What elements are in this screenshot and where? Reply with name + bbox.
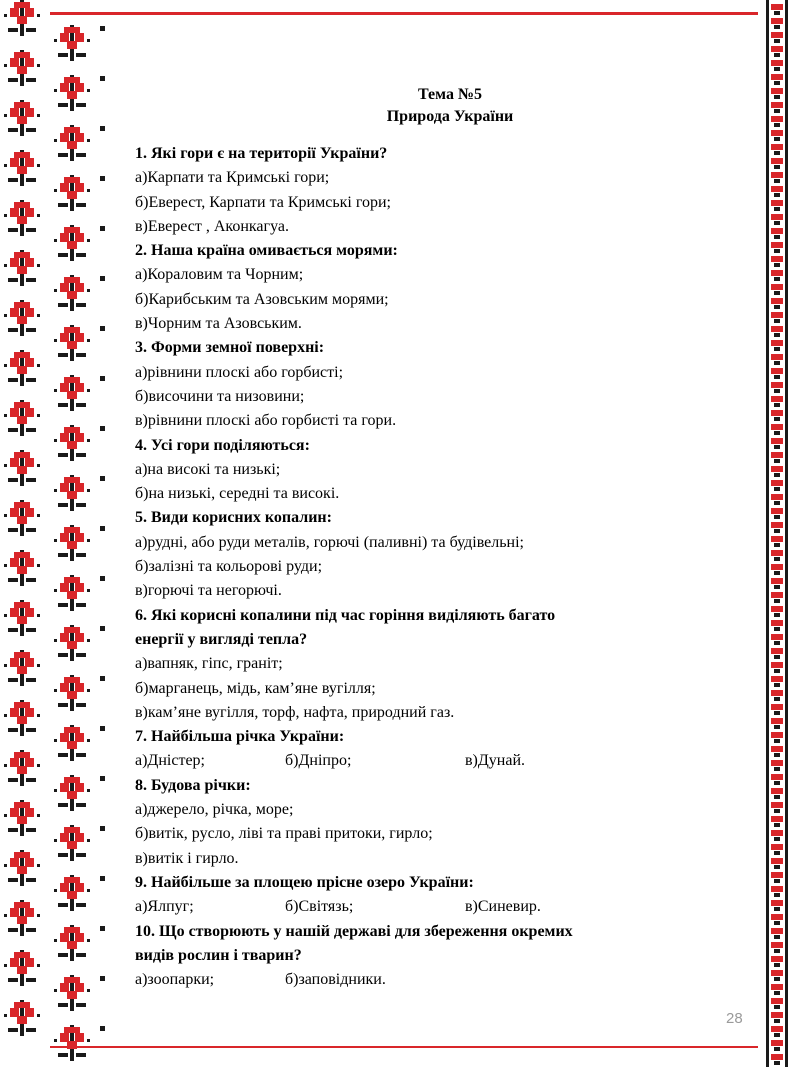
answer-option: в)Еверест , Аконкагуа.	[135, 217, 289, 235]
answer-option: а)рівнини плоскі або горбисті;	[135, 363, 344, 381]
answer-option: в)рівнини плоскі або горбисті та гори.	[135, 412, 397, 430]
answer-option: б)Карибським та Азовським морями;	[135, 290, 389, 308]
answer-option: а)Кораловим та Чорним;	[135, 266, 304, 284]
question-block	[135, 239, 735, 336]
question-text: 8. Будова річки:	[135, 776, 251, 794]
answer-option: б)Еверест, Карпати та Кримські гори;	[135, 193, 391, 211]
embroidery-ornament-right	[762, 0, 792, 1067]
embroidery-ornament-left	[0, 0, 112, 1067]
answer-option: а)вапняк, гіпс, граніт;	[135, 655, 283, 673]
answer-option: в)Чорним та Азовським.	[135, 315, 302, 333]
question-text-continued: видів рослин і тварин?	[135, 946, 302, 964]
question-text: 10. Що створюють у нашій державі для збереження окремих	[135, 922, 573, 940]
answer-option: б)височини та низовини;	[135, 387, 305, 405]
title-subject: Природа України	[386, 108, 514, 125]
answer-option: б)марганець, мідь, кам’яне вугілля;	[135, 679, 376, 697]
question-block	[135, 434, 735, 507]
quiz-content	[135, 84, 735, 992]
page-title	[165, 84, 735, 128]
answer-option: б)заповідники.	[285, 971, 386, 989]
answer-option: в)Дунай.	[465, 752, 526, 770]
question-text: 1. Які гори є на території України?	[135, 145, 388, 162]
answer-option: в)горючі та негорючі.	[135, 582, 282, 600]
question-text-continued: енергії у вигляді тепла?	[135, 630, 308, 648]
question-text: 5. Види корисних копалин:	[135, 509, 332, 527]
question-text: 2. Наша країна омивається морями:	[135, 242, 398, 260]
answer-row	[135, 749, 735, 773]
answer-option: а)Карпати та Кримські гори;	[135, 169, 330, 187]
question-block	[135, 871, 735, 920]
answer-option: а)Ялпуг;	[135, 898, 194, 916]
question-block	[135, 336, 735, 433]
answer-option: б)витік, русло, ліві та праві притоки, гирло;	[135, 825, 433, 843]
question-block	[135, 604, 735, 725]
page-number: 28	[726, 1010, 743, 1027]
answer-option: в)Синевир.	[465, 898, 541, 916]
question-text: 4. Усі гори поділяються:	[135, 436, 310, 454]
question-block	[135, 920, 735, 993]
answer-option: а)джерело, річка, море;	[135, 801, 294, 819]
question-block	[135, 142, 735, 239]
question-block	[135, 506, 735, 603]
answer-option: а)рудні, або руди металів, горючі (паливні) та будівельні;	[135, 533, 524, 551]
answer-option: в)кам’яне вугілля, торф, нафта, природний газ.	[135, 703, 455, 721]
answer-option: б)залізні та кольорові руди;	[135, 558, 323, 576]
answer-option: в)витік і гирло.	[135, 849, 239, 867]
question-text: 6. Які корисні копалини під час горіння виділяють багато	[135, 606, 556, 624]
frame-top-line	[50, 12, 758, 15]
question-text: 7. Найбільша річка України:	[135, 728, 345, 746]
answer-option: а)на високі та низькі;	[135, 460, 281, 478]
question-block	[135, 725, 735, 774]
question-text: 9. Найбільше за площею прісне озеро України:	[135, 873, 474, 891]
answer-option: а)Дністер;	[135, 752, 205, 770]
answer-option: б)Дніпро;	[285, 752, 352, 770]
answer-option: б)на низькі, середні та високі.	[135, 485, 340, 503]
title-topic: Тема №5	[417, 86, 483, 103]
answer-option: а)зоопарки;	[135, 971, 215, 989]
question-block	[135, 774, 735, 871]
frame-bottom-line	[50, 1046, 758, 1048]
answer-row	[135, 968, 735, 992]
answer-row	[135, 895, 735, 919]
answer-option: б)Світязь;	[285, 898, 354, 916]
question-text: 3. Форми земної поверхні:	[135, 339, 325, 357]
